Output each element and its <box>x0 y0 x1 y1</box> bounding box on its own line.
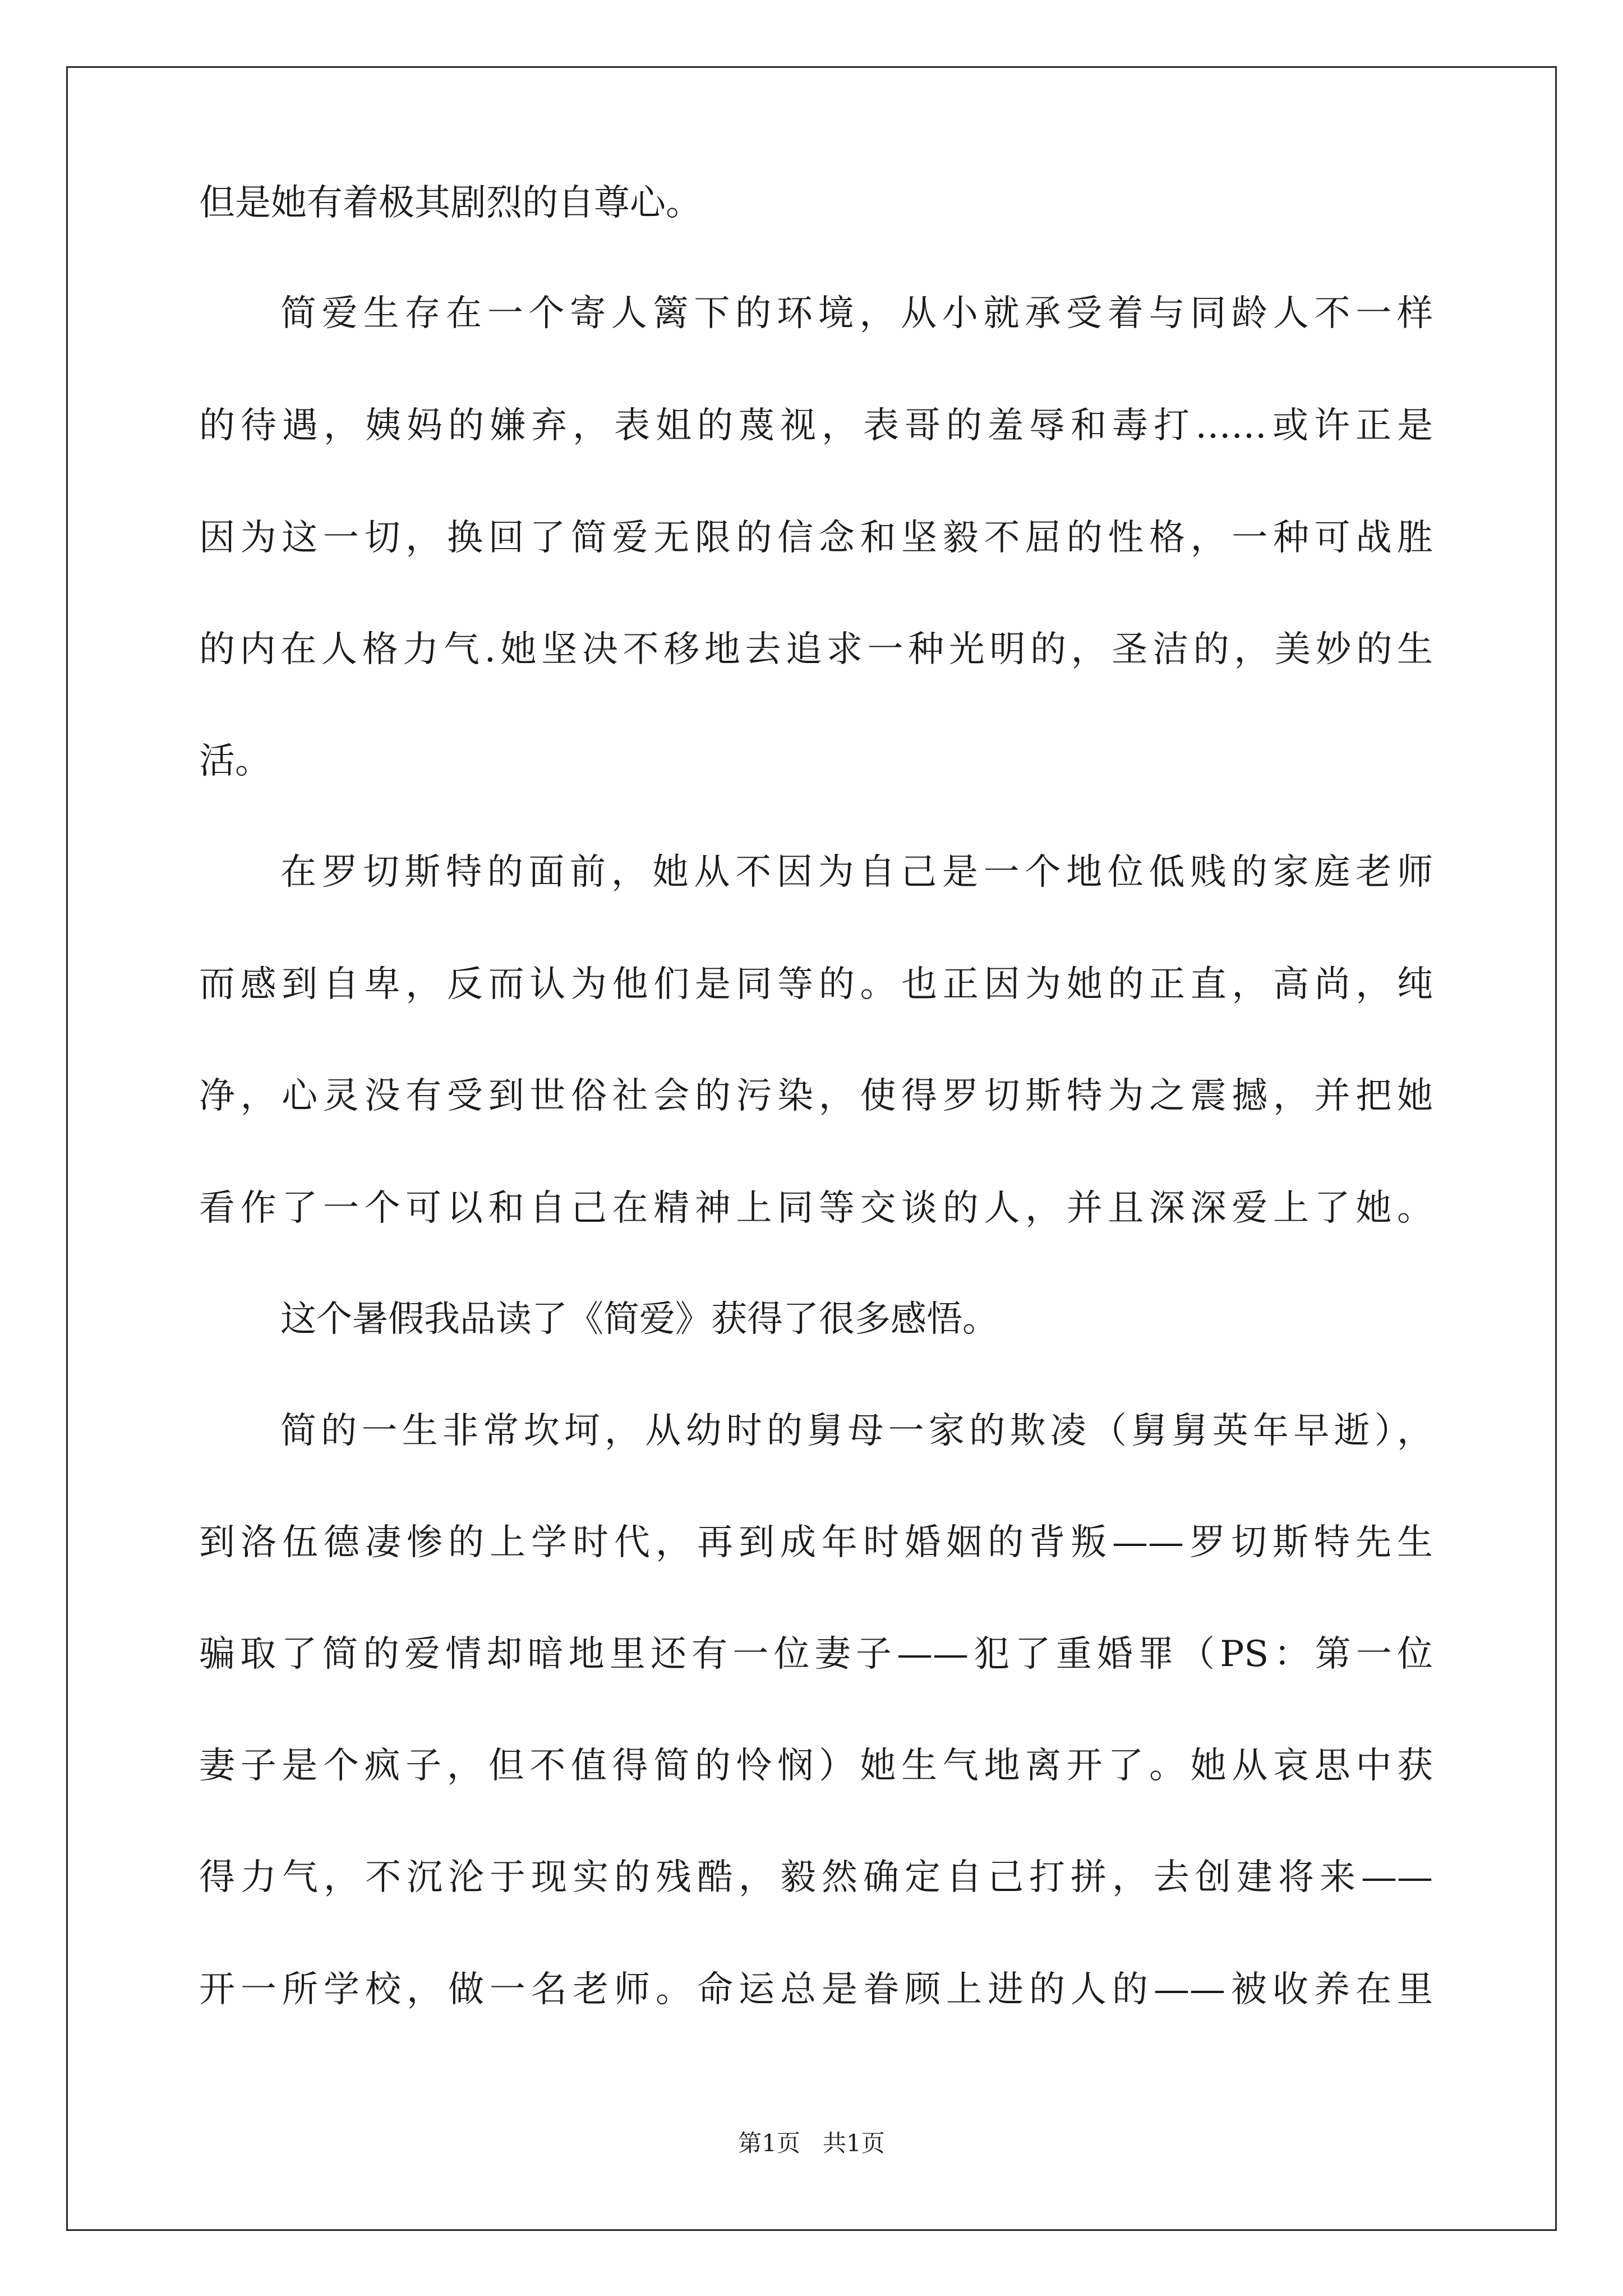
text-line: 在罗切斯特的面前，她从不因为自己是一个地位低贱的家庭老师 <box>280 852 1433 893</box>
page-border <box>66 66 1557 2231</box>
text-line: 得力气，不沉沦于现实的残酷，毅然确定自己打拼，去创建将来—— <box>199 1857 1433 1898</box>
text-line: 妻子是个疯子，但不值得简的怜悯）她生气地离开了。她从哀思中获 <box>199 1745 1433 1787</box>
text-line: 到洛伍德凄惨的上学时代，再到成年时婚姻的背叛——罗切斯特先生 <box>199 1522 1433 1563</box>
text-line: 开一所学校，做一名老师。命运总是眷顾上进的人的——被收养在里 <box>199 1969 1433 2010</box>
text-line: 因为这一切，换回了简爱无限的信念和坚毅不屈的性格，一种可战胜 <box>199 517 1433 559</box>
page-number-footer: 第1页 共1页 <box>738 2129 885 2157</box>
text-line: 的待遇，姨妈的嫌弃，表姐的蔑视，表哥的羞辱和毒打……或许正是 <box>199 405 1433 447</box>
text-line: 的内在人格力气.她坚决不移地去追求一种光明的，圣洁的，美妙的生 <box>199 629 1433 670</box>
text-line: 活。 <box>199 740 271 782</box>
text-line: 简的一生非常坎坷，从幼时的舅母一家的欺凌（舅舅英年早逝）， <box>280 1410 1433 1452</box>
text-line: 净，心灵没有受到世俗社会的污染，使得罗切斯特为之震撼，并把她 <box>199 1075 1433 1117</box>
text-line: 这个暑假我品读了《简爱》获得了很多感悟。 <box>280 1299 998 1340</box>
text-line: 骗取了简的爱情却暗地里还有一位妻子——犯了重婚罪（PS：第一位 <box>199 1634 1433 1675</box>
text-line: 简爱生存在一个寄人篱下的环境，从小就承受着与同龄人不一样 <box>280 293 1433 334</box>
text-line: 但是她有着极其剧烈的自尊心。 <box>199 182 702 224</box>
text-line: 看作了一个可以和自己在精神上同等交谈的人，并且深深爱上了她。 <box>199 1188 1433 1229</box>
text-line: 而感到自卑，反而认为他们是同等的。也正因为她的正直，高尚，纯 <box>199 964 1433 1005</box>
